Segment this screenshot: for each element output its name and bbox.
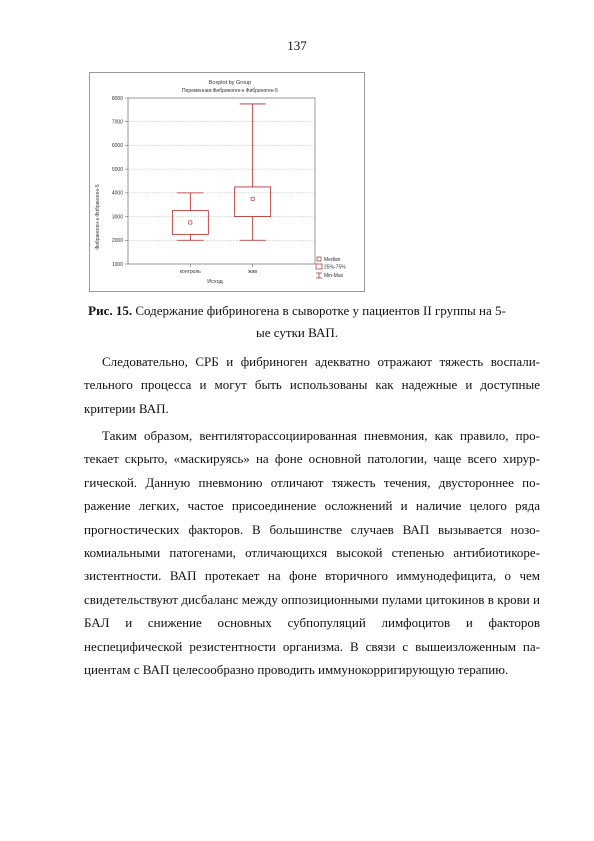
y-tick-label: 5000 <box>111 166 123 173</box>
paragraph-conclusion: Следовательно, СРБ и фибриноген адекватно отражают тяжесть воспалительного процесса и могут быть использованы как надежные и доступные критерии ВАП. <box>84 354 540 416</box>
caption-label: Рис. 15. <box>88 303 133 318</box>
y-axis-label: Фибриноген-к Фибриноген-5 <box>95 184 101 250</box>
plot-frame <box>128 98 315 264</box>
y-tick-label: 4000 <box>111 190 123 197</box>
y-tick-label: 1000 <box>111 261 123 268</box>
x-tick-label: жив <box>248 269 258 275</box>
y-tick-label: 2000 <box>111 238 123 245</box>
plot-area <box>112 96 315 275</box>
page-number: 137 <box>287 38 307 53</box>
legend-median-marker <box>317 257 321 261</box>
caption-text: Содержание фибриногена в сыворотке у пациентов II группы на 5-ые сутки ВАП. <box>132 303 506 340</box>
chart-subtitle: Переменная:Фибриноген-к Фибриноген-5 <box>182 88 278 94</box>
legend-box-marker <box>316 264 322 269</box>
boxplot-chart <box>90 73 364 291</box>
legend-median-label: Median <box>324 257 341 263</box>
y-tick-label: 3000 <box>111 214 123 221</box>
y-tick-label: 7000 <box>111 119 123 126</box>
paragraph-summary: Таким образом, вентиляторассоциированная пневмония, как правило, протекает скрыто, «маскируясь» на фоне основной патологии, чаще всего хирургической. Данную пневмонию отличают тяжесть течения, двустороннее поражение легких, частое присоединение осложнений и наличие целого ряда прогностических факторов. В большинстве случаев ВАП вызывается нозокомиальными патогенами, отличающихся высокой степенью антибиотикорезистентности. ВАП протекает на фоне вторичного иммунодефицита, о чем свидетельствуют дисбаланс между оппозиционными пулами цитокинов в крови и БАЛ и снижение основных субпопуляций лимфоцитов и факторов неспецифической резистентности организма. В связи с вышеизложенным пациентам с ВАП целесообразно проводить иммунокорригирующую терапию. <box>84 428 540 678</box>
y-tick-label: 8000 <box>111 95 123 102</box>
chart-title: Boxplot by Group <box>208 80 252 86</box>
legend-box-label: 25%-75% <box>324 264 346 271</box>
boxplot-figure <box>89 72 365 292</box>
chart-legend <box>316 257 346 279</box>
legend-whisker-label: Min-Max <box>324 273 344 279</box>
y-tick-label: 6000 <box>111 143 123 150</box>
x-tick-label: контроль <box>179 269 201 275</box>
figure-caption <box>84 300 510 344</box>
x-axis-label: Исход <box>207 279 223 285</box>
